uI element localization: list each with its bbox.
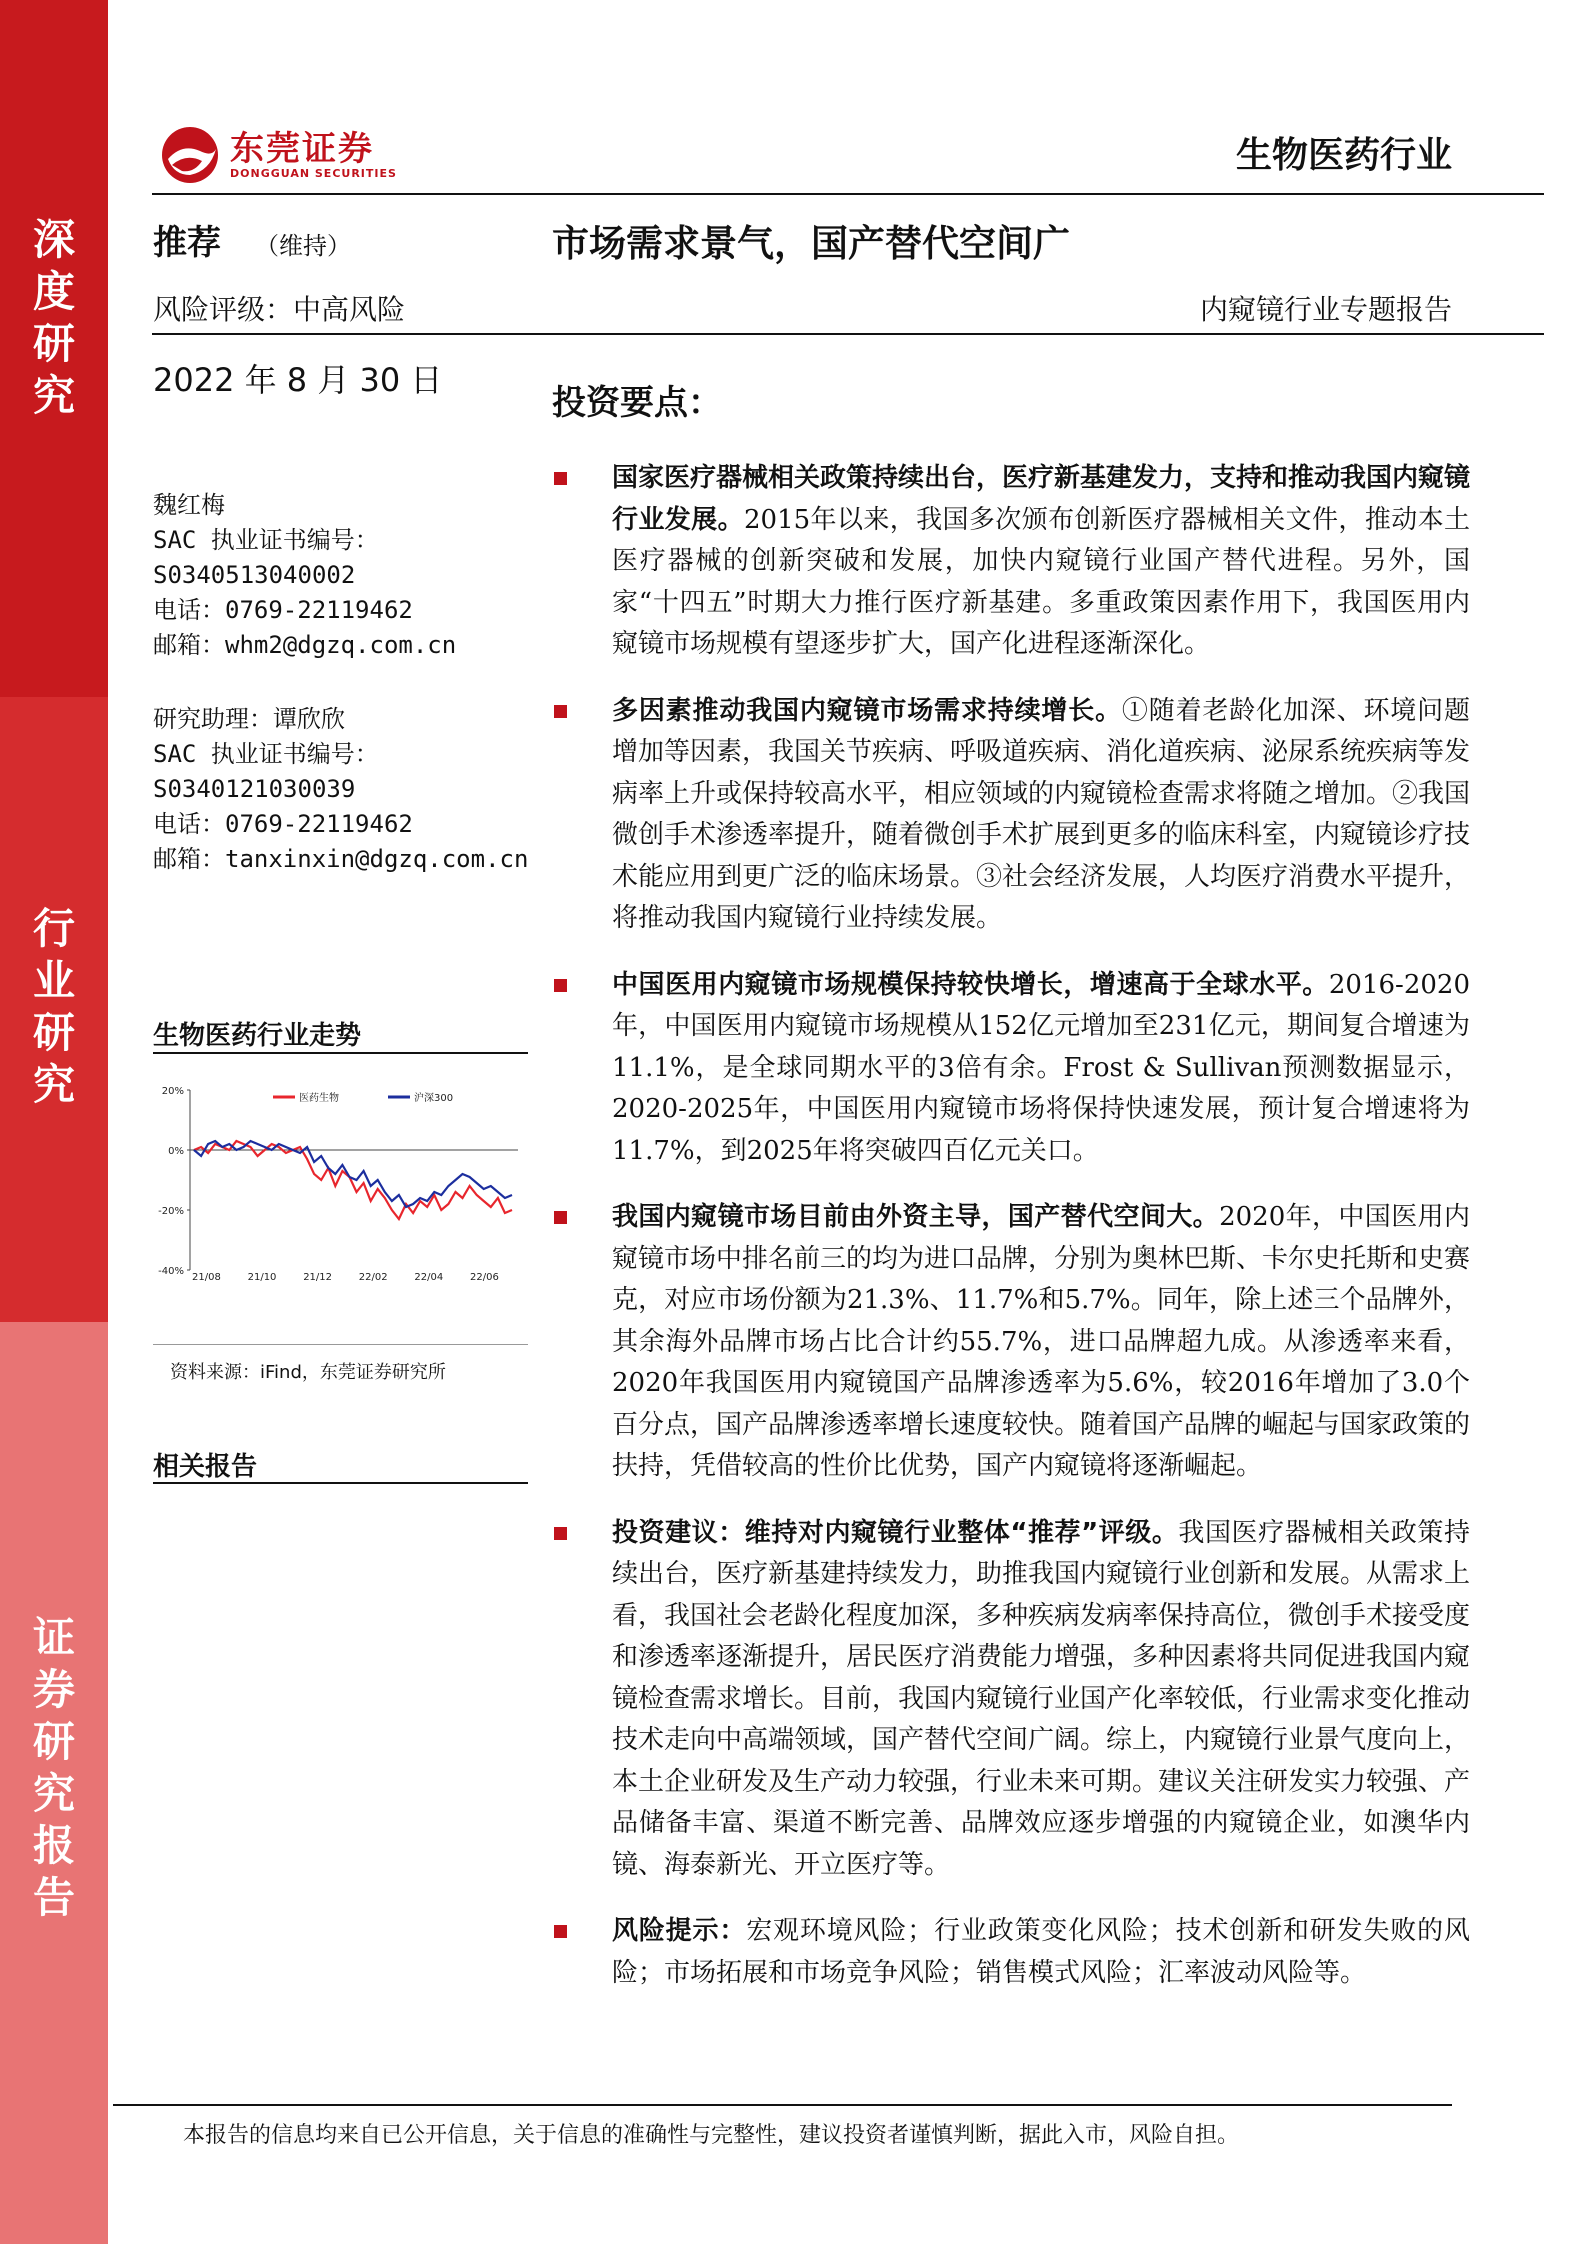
company-logo — [160, 125, 397, 185]
bullet-square-icon — [554, 1211, 567, 1224]
industry-label: 生物医药行业 — [1235, 135, 1452, 176]
analyst-block — [153, 488, 456, 663]
rating: 推荐 — [153, 223, 221, 263]
key-point-lead: 国家医疗器械相关政策持续出台，医疗新基建发力，支持和推动我国内窥镜行业发展。 — [612, 463, 1471, 535]
header-rule — [152, 193, 1544, 195]
legend-label: 医药生物 — [299, 1093, 339, 1104]
key-point-text: 我国医疗器械相关政策持续出台，医疗新基建持续发力，助推我国内窥镜行业创新和发展。从需求上看，我国社会老龄化程度加深，多种疾病发病率保持高位，微创手术接受度和渗透率逐渐提升，居民医疗消费能力增强，多种因素将共同促进我国内窥镜检查需求增长。目前，我国内窥镜行业国产化率较低，行业需求变化推动技术走向中高端领域，国产替代空间广阔。综上，内窥镜行业景气度向上，本土企业研发及生产动力较强，行业未来可期。建议关注研发实力较强、产品储备丰富、渠道不断完善、品牌效应逐步增强的内窥镜企业，如澳华内镜、海泰新光、开立医疗等。 — [612, 1517, 1471, 1880]
sidebar-char: 券 — [32, 1665, 75, 1714]
trend-title: 生物医药行业走势 — [153, 1021, 362, 1051]
key-point-lead: 投资建议：维持对内窥镜行业整体“推荐”评级。 — [612, 1517, 1179, 1548]
x-tick-label: 22/04 — [414, 1272, 444, 1283]
cert-number: S0340513040002 — [153, 561, 356, 589]
bullet-square-icon — [554, 472, 567, 485]
sidebar-char: 研 — [32, 319, 75, 368]
analyst-phone: 电话：0769-22119462 — [153, 810, 413, 838]
x-tick-label: 21/12 — [303, 1272, 333, 1283]
bullet-square-icon — [554, 979, 567, 992]
logo-name-cn: 东莞证券 — [230, 128, 374, 169]
key-point — [550, 1513, 1470, 1887]
sidebar-char: 究 — [32, 1060, 75, 1109]
analyst-name: 研究助理：谭欣欣 — [153, 705, 345, 733]
cert-label: SAC 执业证书编号： — [153, 526, 379, 554]
key-point-lead: 我国内窥镜市场目前由外资主导，国产替代空间大。 — [612, 1202, 1220, 1232]
key-point-text: 2015年以来，我国多次颁布创新医疗器械相关文件，推动本土医疗器械的创新突破和发展，加快内窥镜行业国产替代进程。另外，国家“十四五”时期大力推行医疗新基建。多重政策因素作用下，我国医用内窥镜市场规模有望逐步扩大，国产化进程逐渐深化。 — [612, 504, 1470, 659]
rating-note: （维持） — [255, 232, 351, 260]
sidebar-char: 业 — [32, 956, 75, 1005]
sidebar-char: 深 — [32, 215, 75, 264]
key-point-lead: 中国医用内窥镜市场规模保持较快增长，增速高于全球水平。 — [612, 969, 1329, 1000]
related-reports-title: 相关报告 — [153, 1452, 258, 1482]
report-title: 市场需求景气，国产替代空间广 — [552, 222, 1070, 265]
y-tick-label: -40% — [158, 1266, 184, 1277]
key-point — [550, 965, 1470, 1173]
y-tick-label: 0% — [168, 1146, 184, 1157]
logo-mark-icon — [160, 125, 220, 185]
analyst-email[interactable]: 邮箱：tanxinxin@dgzq.com.cn — [153, 845, 529, 873]
sidebar-char: 度 — [32, 267, 75, 316]
cert-number: S0340121030039 — [153, 775, 356, 803]
cert-label: SAC 执业证书编号： — [153, 740, 379, 768]
source-rule — [153, 1344, 528, 1345]
analyst-block — [153, 702, 528, 877]
key-point-text: 2020年，中国医用内窥镜市场中排名前三的均为进口品牌，分别为奥林巴斯、卡尔史托斯和史赛克，对应市场份额为21.3%、11.7%和5.7%。同年，除上述三个品牌外，其余海外品牌市场占比合计约55.7%，进口品牌超九成。从渗透率来看，2020年我国医用内窥镜国产品牌渗透率为5.6%，较2016年增加了3.0个百分点，国产品牌渗透率增长速度较快。随着国产品牌的崛起与国家政策的扶持，凭借较高的性价比优势，国产内窥镜将逐渐崛起。 — [612, 1202, 1471, 1481]
key-point — [550, 458, 1470, 666]
key-point-text: ①随着老龄化加深、环境问题增加等因素，我国关节疾病、呼吸道疾病、消化道疾病、泌尿系统疾病等发病率上升或保持较高水平，相应领域的内窥镜检查需求将随之增加。②我国微创手术渗透率提升，随着微创手术扩展到更多的临床科室，内窥镜诊疗技术能应用到更广泛的临床场景。③社会经济发展，人均医疗消费水平提升，将推动我国内窥镜行业持续发展。 — [612, 695, 1471, 933]
y-tick-label: 20% — [161, 1086, 184, 1097]
series-line — [194, 1141, 512, 1219]
disclaimer: 本报告的信息均来自已公开信息，关于信息的准确性与完整性，建议投资者谨慎判断，据此入市，风险自担。 — [183, 2123, 1240, 2148]
key-points-title: 投资要点： — [552, 383, 722, 423]
trend-chart — [153, 1075, 528, 1300]
chart-source: 资料来源：iFind，东莞证券研究所 — [170, 1362, 446, 1383]
sidebar-char: 究 — [32, 371, 75, 420]
sidebar-char: 行 — [32, 904, 75, 953]
x-tick-label: 21/10 — [247, 1272, 277, 1283]
key-point — [550, 691, 1470, 940]
x-tick-label: 22/06 — [470, 1272, 499, 1283]
sidebar-char: 报 — [32, 1821, 75, 1870]
key-point-text: 宏观环境风险；行业政策变化风险；技术创新和研发失败的风险；市场拓展和市场竞争风险；销售模式风险；汇率波动风险等。 — [612, 1916, 1470, 1988]
bullet-square-icon — [554, 705, 567, 718]
x-tick-label: 21/08 — [192, 1272, 221, 1283]
title-rule — [152, 333, 1544, 335]
report-subtitle: 内窥镜行业专题报告 — [1199, 293, 1452, 326]
logo-name-en: DONGGUAN SECURITIES — [230, 166, 397, 180]
sidebar-band-middle — [0, 697, 108, 1322]
risk-rating: 风险评级：中高风险 — [153, 293, 406, 326]
sidebar-char: 告 — [32, 1873, 75, 1922]
bullet-square-icon — [554, 1925, 567, 1938]
key-points-list — [550, 458, 1470, 2019]
legend-label: 沪深300 — [414, 1093, 454, 1104]
sidebar-char: 证 — [32, 1613, 75, 1662]
footer-rule — [113, 2104, 1452, 2106]
related-rule — [153, 1482, 528, 1484]
sidebar-char: 研 — [32, 1008, 75, 1057]
analyst-email[interactable]: 邮箱：whm2@dgzq.com.cn — [153, 631, 457, 659]
key-point-lead: 多因素推动我国内窥镜市场需求持续增长。 — [612, 695, 1122, 726]
analyst-phone: 电话：0769-22119462 — [153, 596, 413, 624]
key-point-lead: 风险提示： — [612, 1916, 747, 1946]
report-date: 2022 年 8 月 30 日 — [153, 361, 443, 399]
sidebar-char: 研 — [32, 1717, 75, 1766]
bullet-square-icon — [554, 1527, 567, 1540]
sidebar-band-top — [0, 0, 108, 697]
sidebar-char: 究 — [32, 1769, 75, 1818]
analyst-name: 魏红梅 — [153, 491, 225, 519]
key-point — [550, 1911, 1470, 1994]
trend-title-rule — [153, 1052, 528, 1054]
y-tick-label: -20% — [158, 1206, 184, 1217]
key-point-text: 2016-2020年，中国医用内窥镜市场规模从152亿元增加至231亿元，期间复合增速为11.1%，是全球同期水平的3倍有余。Frost & Sullivan预测数据显示，2020-2025年，中国医用内窥镜市场将保持快速发展，预计复合增速将为11.7%，到2025年将突破四百亿元关口。 — [612, 969, 1470, 1166]
sidebar-band-bottom — [0, 1322, 108, 2244]
x-tick-label: 22/02 — [358, 1272, 388, 1283]
key-point — [550, 1197, 1470, 1488]
